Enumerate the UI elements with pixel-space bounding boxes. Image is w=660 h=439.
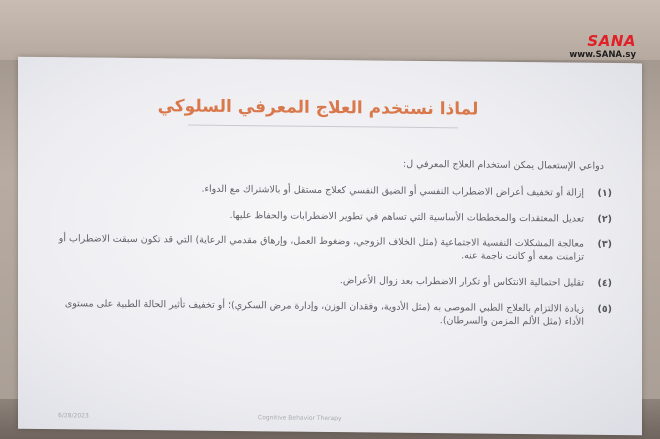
list-item-number: (٥) bbox=[597, 303, 612, 315]
list-item bbox=[52, 298, 612, 329]
list-item bbox=[52, 182, 612, 201]
list-item-text: زيادة الالتزام بالعلاج الطبي الموصى به (مثل الأدوية، وفقدان الوزن، وإدارة مرض السكري)؛ أو تخفيف تأثير الحالة الطبية على مستوى الأداء (مثل الألم المزمن والسرطان). bbox=[64, 298, 584, 328]
list-item-text: تعديل المعتقدات والمخططات الأساسية التي تساهم في تطوير الاضطرابات والحفاظ عليها. bbox=[229, 209, 584, 225]
list-item-text: إزالة أو تخفيف أعراض الاضطراب النفسي أو الضيق النفسي كعلاج مستقل أو بالاشتراك مع الدواء. bbox=[201, 183, 584, 199]
projection-screen bbox=[18, 57, 642, 436]
room-wall bbox=[0, 0, 660, 60]
list-item bbox=[52, 208, 612, 227]
title-divider bbox=[188, 125, 458, 129]
list-item-text: تقليل احتمالية الانتكاس أو تكرار الاضطراب بعد زوال الأعراض. bbox=[339, 275, 584, 289]
sana-watermark bbox=[569, 32, 636, 60]
list-item bbox=[52, 234, 612, 265]
list-item-number: (٤) bbox=[597, 277, 612, 290]
sana-logo: SANA bbox=[587, 32, 636, 50]
slide-footer bbox=[18, 412, 642, 426]
slide-footer-date: 6/28/2023 bbox=[58, 412, 89, 420]
list-item-number: (١) bbox=[597, 187, 612, 199]
slide-intro: دواعي الإستعمال يمكن استخدام العلاج المعرفي ل: bbox=[403, 158, 604, 172]
list-item-number: (٢) bbox=[597, 213, 612, 225]
list-item bbox=[52, 272, 612, 291]
slide-title: لماذا نستخدم العلاج المعرفي السلوكي bbox=[157, 96, 479, 120]
list-item-number: (٣) bbox=[597, 239, 612, 251]
slide-footer-title: Cognitive Behavior Therapy bbox=[258, 414, 342, 423]
list-item-text: معالجة المشكلات النفسية الاجتماعية (مثل الخلاف الزوجي، وضغوط العمل، وإرهاق مقدمي الرعاية) التي قد تكون سبقت الاضطراب أو تزامنت معه أو كانت ناجمة عنه. bbox=[58, 233, 584, 263]
sana-url: www.SANA.sy bbox=[569, 50, 636, 60]
slide-body bbox=[52, 155, 612, 342]
